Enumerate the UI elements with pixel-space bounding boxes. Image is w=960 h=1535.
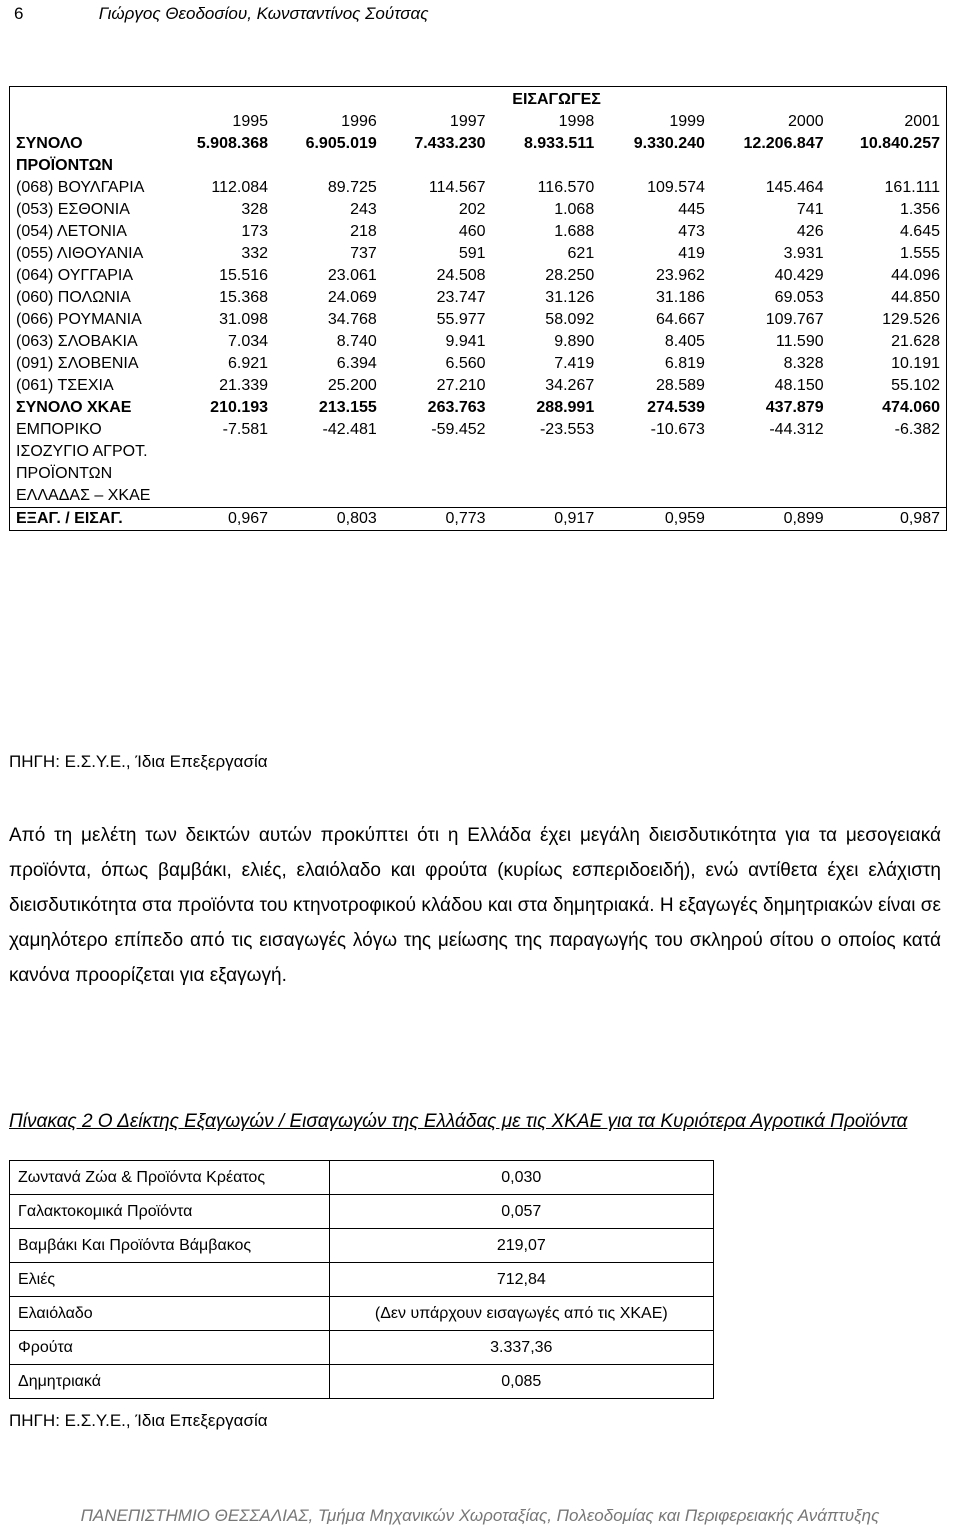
- table-cell: 28.250: [545, 267, 595, 284]
- table-cell: -7.581: [222, 421, 269, 438]
- table-cell: 25.200: [327, 377, 377, 394]
- row-label: (054) ΛΕΤΟΝΙΑ: [16, 223, 127, 240]
- table-row: [10, 1229, 714, 1263]
- table-cell: 621: [567, 245, 595, 262]
- table-cell: 129.526: [882, 311, 940, 328]
- table-row: [10, 287, 947, 309]
- table-cell: 15.516: [219, 267, 269, 284]
- table-cell: 243: [350, 201, 377, 218]
- export-import-index-table: [9, 1160, 714, 1399]
- page-footer: ΠΑΝΕΠΙΣΤΗΜΙΟ ΘΕΣΣΑΛΙΑΣ, Τμήμα Μηχανικών Χωροταξίας, Πολεοδομίας και Περιφερειακής Ανάπτυξης: [80, 1506, 880, 1525]
- index-value: (Δεν υπάρχουν εισαγωγές από τις ΧΚΑΕ): [329, 1297, 713, 1331]
- table-cell: 6.905.019: [305, 135, 377, 152]
- year-header: 1999: [669, 113, 705, 130]
- table-cell: 9.890: [554, 333, 595, 350]
- row-label: (064) ΟΥΓΓΑΡΙΑ: [16, 267, 134, 284]
- table-cell: 263.763: [427, 399, 486, 416]
- table-row: [10, 1195, 714, 1229]
- table-cell: 7.034: [227, 333, 269, 350]
- table-cell: 9.941: [445, 333, 486, 350]
- index-value: 712,84: [329, 1263, 713, 1297]
- table-cell: 161.111: [884, 179, 940, 196]
- table-row: [10, 331, 947, 353]
- table-cell: 34.267: [545, 377, 595, 394]
- year-header: 1995: [232, 113, 269, 130]
- table-cell: 34.768: [327, 311, 377, 328]
- table-cell: 1.555: [899, 245, 940, 262]
- table-cell: 328: [241, 201, 269, 218]
- table-cell: 460: [458, 223, 486, 240]
- year-header: 2001: [904, 113, 940, 130]
- table-cell: 44.096: [891, 267, 940, 284]
- table-row: [10, 1161, 714, 1195]
- table-cell: 89.725: [327, 179, 377, 196]
- table-row: [10, 133, 947, 177]
- table-cell: 28.589: [655, 377, 705, 394]
- table-cell: 9.330.240: [633, 135, 705, 152]
- product-label: Γαλακτοκομικά Προϊόντα: [10, 1195, 330, 1229]
- row-label: (091) ΣΛΟΒΕΝΙΑ: [16, 355, 139, 372]
- table-cell: 23.061: [327, 267, 377, 284]
- index-value: 0,085: [329, 1365, 713, 1399]
- table-cell: 0,773: [383, 508, 492, 531]
- table-cell: 202: [458, 201, 486, 218]
- table-cell: 31.126: [545, 289, 595, 306]
- table-cell: -42.481: [322, 421, 377, 438]
- table-cell: 741: [796, 201, 824, 218]
- table-row: [10, 419, 947, 508]
- table-cell: 69.053: [774, 289, 824, 306]
- table-cell: 10.840.257: [859, 135, 940, 152]
- product-label: Ελαιόλαδο: [10, 1297, 330, 1331]
- table-cell: 8.328: [783, 355, 824, 372]
- table-cell: 109.767: [765, 311, 824, 328]
- product-label: Ζωντανά Ζώα & Προϊόντα Κρέατος: [10, 1161, 330, 1195]
- table-row: [10, 1331, 714, 1365]
- row-label: ΣΥΝΟΛΟ ΧΚΑΕ: [16, 399, 132, 416]
- row-label: (066) ΡΟΥΜΑΝΙΑ: [16, 311, 142, 328]
- table-row: [10, 353, 947, 375]
- table-cell: 274.539: [647, 399, 705, 416]
- body-paragraph: Από τη μελέτη των δεικτών αυτών προκύπτει ότι η Ελλάδα έχει μεγάλη διεισδυτικότητα για τα μεσογειακά προϊόντα, όπως βαμβάκι, ελιές, ελαιόλαδο και φρούτα (κυρίως εσπεριδοειδή), ενώ αντίθετα έχει ελάχιστη διεισδυτικότητα στα προϊόντα του κτηνοτροφικού κλάδου και στα δημητριακά. Η εξαγωγές δημητριακών είναι σε χαμηλότερο επίπεδο από τις εισαγωγές λόγω της μείωσης της παραγωγής του σκληρού σίτου ο οποίος κατά κανόνα προορίζεται για εξαγωγή.: [9, 825, 941, 986]
- index-value: 0,030: [329, 1161, 713, 1195]
- table-cell: 23.747: [436, 289, 486, 306]
- table-cell: 109.574: [647, 179, 705, 196]
- table-cell: -10.673: [650, 421, 705, 438]
- product-label: Βαμβάκι Και Προϊόντα Βάμβακος: [10, 1229, 330, 1263]
- row-label: (060) ΠΟΛΩΝΙΑ: [16, 289, 131, 306]
- table-cell: 0,899: [711, 508, 830, 531]
- table-cell: -6.382: [894, 421, 940, 438]
- table-cell: 437.879: [765, 399, 824, 416]
- table-cell: 218: [350, 223, 377, 240]
- year-header: 1997: [449, 113, 486, 130]
- table-cell: 419: [678, 245, 705, 262]
- table-cell: 15.368: [219, 289, 269, 306]
- year-header: 1998: [558, 113, 595, 130]
- table-row: [10, 177, 947, 199]
- table-cell: 10.191: [891, 355, 940, 372]
- table-row: [10, 1263, 714, 1297]
- table-cell: 6.819: [664, 355, 705, 372]
- years-row: [10, 111, 947, 133]
- table-cell: 473: [678, 223, 705, 240]
- table-cell: 58.092: [545, 311, 595, 328]
- row-label: ΕΞΑΓ. / ΕΙΣΑΓ.: [10, 508, 168, 531]
- table-cell: -44.312: [769, 421, 824, 438]
- table-cell: 426: [796, 223, 824, 240]
- row-label: (055) ΛΙΘΟΥΑΝΙΑ: [16, 245, 144, 262]
- table-row: [10, 397, 947, 419]
- table-row: [10, 243, 947, 265]
- row-label: (061) ΤΣΕΧΙΑ: [16, 377, 114, 394]
- table-row: [10, 375, 947, 397]
- row-label: ΕΜΠΟΡΙΚΟ ΙΣΟΖΥΓΙΟ ΑΓΡΟΤ. ΠΡΟΪΟΝΤΩΝ ΕΛΛΑΔΑΣ – ΧΚΑΕ: [16, 421, 151, 504]
- product-label: Ελιές: [10, 1263, 330, 1297]
- index-value: 219,07: [329, 1229, 713, 1263]
- table-cell: 3.931: [783, 245, 824, 262]
- table-cell: 112.084: [211, 179, 269, 196]
- table-cell: 0,917: [492, 508, 601, 531]
- table-row: [10, 309, 947, 331]
- table-cell: 24.508: [436, 267, 486, 284]
- table-row: [10, 1365, 714, 1399]
- table-cell: 40.429: [774, 267, 824, 284]
- table-cell: 64.667: [655, 311, 705, 328]
- table-cell: 55.977: [436, 311, 486, 328]
- table-cell: 8.933.511: [523, 135, 595, 152]
- table-cell: 6.394: [336, 355, 377, 372]
- table2-caption: Πίνακας 2 Ο Δείκτης Εξαγωγών / Εισαγωγών της Ελλάδας με τις ΧΚΑΕ για τα Κυριότερα Αγροτικά Προϊόντα: [9, 1111, 908, 1132]
- table-cell: 8.740: [336, 333, 377, 350]
- table-cell: 116.570: [537, 179, 595, 196]
- table-cell: -59.452: [431, 421, 486, 438]
- table-cell: 21.339: [219, 377, 269, 394]
- table-cell: 591: [458, 245, 486, 262]
- table-cell: 0,987: [830, 508, 947, 531]
- table-cell: 7.433.230: [414, 135, 486, 152]
- table-row: [10, 265, 947, 287]
- source-note: ΠΗΓΗ: Ε.Σ.Υ.Ε., Ίδια Επεξεργασία: [9, 752, 268, 771]
- table-cell: 114.567: [428, 179, 486, 196]
- table-title-row: [10, 87, 947, 112]
- page-header: [14, 4, 429, 24]
- table-cell: 7.419: [554, 355, 595, 372]
- imports-table: [9, 86, 947, 531]
- table-cell: 737: [350, 245, 377, 262]
- table-row: [10, 221, 947, 243]
- table-cell: 145.464: [765, 179, 824, 196]
- table-cell: 27.210: [436, 377, 486, 394]
- table-row: [10, 1297, 714, 1331]
- table-cell: 5.908.368: [196, 135, 269, 152]
- row-label: (053) ΕΣΘΟΝΙΑ: [16, 201, 130, 218]
- table-cell: 31.098: [219, 311, 269, 328]
- source-note-2: ΠΗΓΗ: Ε.Σ.Υ.Ε., Ίδια Επεξεργασία: [9, 1411, 268, 1430]
- table-cell: 0,959: [600, 508, 711, 531]
- table-cell: 0,967: [167, 508, 274, 531]
- table-cell: 1.068: [554, 201, 595, 218]
- table-cell: 1.356: [899, 201, 940, 218]
- table-cell: 8.405: [664, 333, 705, 350]
- year-header: 1996: [341, 113, 377, 130]
- table-cell: 6.921: [227, 355, 269, 372]
- table-cell: -23.553: [539, 421, 595, 438]
- row-label: (063) ΣΛΟΒΑΚΙΑ: [16, 333, 138, 350]
- row-label: ΣΥΝΟΛΟ ΠΡΟΪΟΝΤΩΝ: [16, 135, 113, 174]
- table-cell: 210.193: [210, 399, 269, 416]
- table-cell: 288.991: [536, 399, 595, 416]
- table-cell: 4.645: [899, 223, 940, 240]
- table-cell: 6.560: [445, 355, 486, 372]
- table-cell: 21.628: [891, 333, 940, 350]
- table-cell: 24.069: [327, 289, 377, 306]
- table-title: ΕΙΣΑΓΩΓΕΣ: [512, 91, 601, 108]
- table-cell: 213.155: [318, 399, 377, 416]
- product-label: Δημητριακά: [10, 1365, 330, 1399]
- table-row: [10, 508, 947, 531]
- table-cell: 11.590: [775, 333, 824, 350]
- year-header: 2000: [788, 113, 824, 130]
- table-cell: 31.186: [655, 289, 705, 306]
- row-label: (068) ΒΟΥΛΓΑΡΙΑ: [16, 179, 145, 196]
- table-cell: 55.102: [891, 377, 940, 394]
- table-row: [10, 199, 947, 221]
- table-cell: 474.060: [882, 399, 940, 416]
- index-value: 0,057: [329, 1195, 713, 1229]
- table-cell: 44.850: [891, 289, 940, 306]
- table-cell: 332: [241, 245, 269, 262]
- table-cell: 23.962: [655, 267, 705, 284]
- table-cell: 173: [241, 223, 269, 240]
- table-cell: 445: [678, 201, 705, 218]
- product-label: Φρούτα: [10, 1331, 330, 1365]
- index-value: 3.337,36: [329, 1331, 713, 1365]
- table-cell: 1.688: [554, 223, 595, 240]
- table-cell: 0,803: [274, 508, 383, 531]
- table-cell: 12.206.847: [743, 135, 824, 152]
- authors: Γιώργος Θεοδοσίου, Κωνσταντίνος Σούτσας: [98, 4, 429, 23]
- table-cell: 48.150: [774, 377, 824, 394]
- page-number: 6: [14, 4, 24, 23]
